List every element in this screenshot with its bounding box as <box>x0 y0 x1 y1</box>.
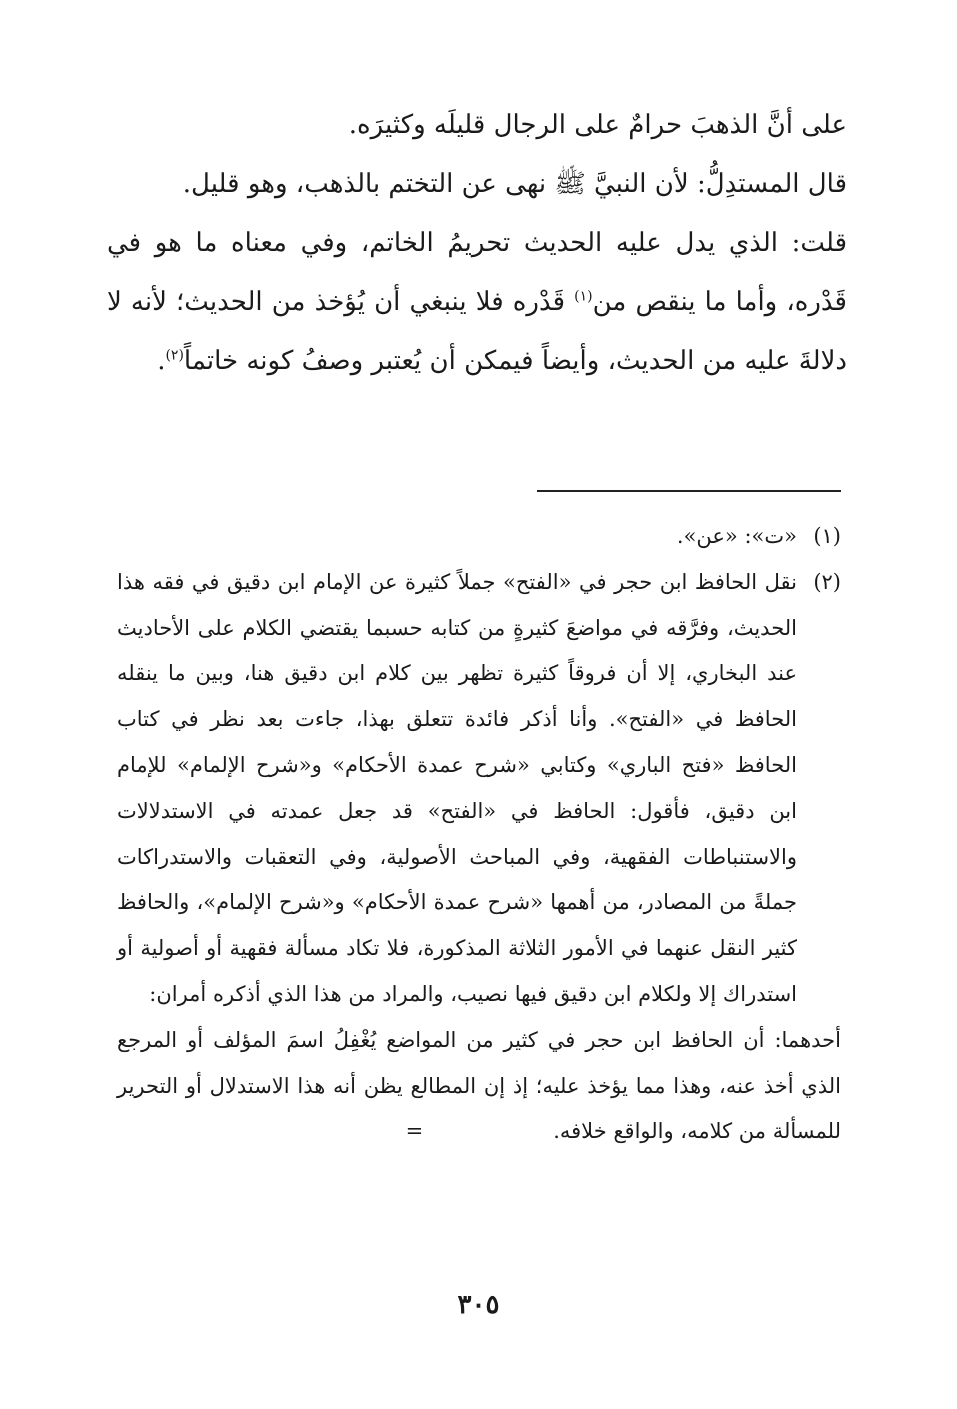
footnote-ref-1[interactable]: (١) <box>574 288 593 305</box>
para3-mid: قَدْره فلا ينبغي أن يُؤخذ من الحديث؛ لأنه لا دلالةَ عليه من الحديث، وأيضاً فيمكن أن يُعتبر وصفُ كونه خاتماً <box>107 287 847 376</box>
footnote-2-body <box>117 560 797 1018</box>
footnotes-section <box>117 514 841 1155</box>
footnote-1-text: «ت»: «عن». <box>676 524 797 548</box>
main-paragraph-3 <box>107 214 847 391</box>
continuation-mark: = <box>405 1119 424 1144</box>
footnote-2-paragraph-2: أحدهما: أن الحافظ ابن حجر في كثير من المواضع يُغْفِلُ اسمَ المؤلف أو المرجع الذي أخذ عنه، وهذا مما يؤخذ عليه؛ إذ إن المطالع يظن أنه هذا الاستدلال أو التحرير للمسألة من كلامه، والواقع خلافه. <box>117 1027 841 1144</box>
page-number: ٣٠٥ <box>457 1290 500 1320</box>
main-line-1: على أنَّ الذهبَ حرامٌ على الرجال قليلَه وكثيرَه. <box>348 110 847 140</box>
footnote-2 <box>117 560 841 1018</box>
footnote-1 <box>117 514 841 560</box>
footnote-divider <box>537 490 841 492</box>
footnote-ref-2[interactable]: (٢) <box>165 347 184 364</box>
footnote-2-text: نقل الحافظ ابن حجر في «الفتح» جملاً كثيرة عن الإمام ابن دقيق في فقه هذا الحديث، وفرَّقه في مواضعَ كثيرةٍ من كتابه حسبما يقتضي الكلام على الأحاديث عند البخاري، إلا أن فروقاً كثيرة تظهر بين كلام ابن دقيق هنا، وبين ما ينقله الحافظ في «الفتح». وأنا أذكر فائدة تتعلق بهذا، جاءت بعد نظر في كتاب الحافظ «فتح الباري» وكتابي «شرح عمدة الأحكام» و«شرح الإلمام» للإمام ابن دقيق، فأقول: الحافظ في «الفتح» قد جعل عمدته في الاستدلالات والاستنباطات الفقهية، وفي المباحث الأصولية، وفي التعقبات والاستدراكات جملةً من المصادر، من أهمها «شرح عمدة الأحكام» و«شرح الإلمام»، والحافظ كثير النقل عنهما في الأمور الثلاثة المذكورة، فلا تكاد مسألة فقهية أو أصولية أو استدراك إلا ولكلام ابن دقيق فيها نصيب، والمراد من هذا الذي أذكره أمران: <box>117 569 797 1006</box>
footnote-2-continued <box>117 1018 841 1155</box>
main-paragraph-2: قال المستدِلُّ: لأن النبيَّ ﷺ نهى عن التختم بالذهب، وهو قليل. <box>182 169 847 199</box>
footnote-2-number: (٢) <box>813 569 841 594</box>
footnote-1-number: (١) <box>813 524 841 548</box>
para3-end: . <box>157 346 166 376</box>
main-text-body <box>107 96 847 391</box>
para3-start: قلت: الذي يدل عليه الحديث تحريمُ الخاتم، وفي معناه ما هو في قَدْره، وأما ما ينقص من <box>107 228 847 317</box>
